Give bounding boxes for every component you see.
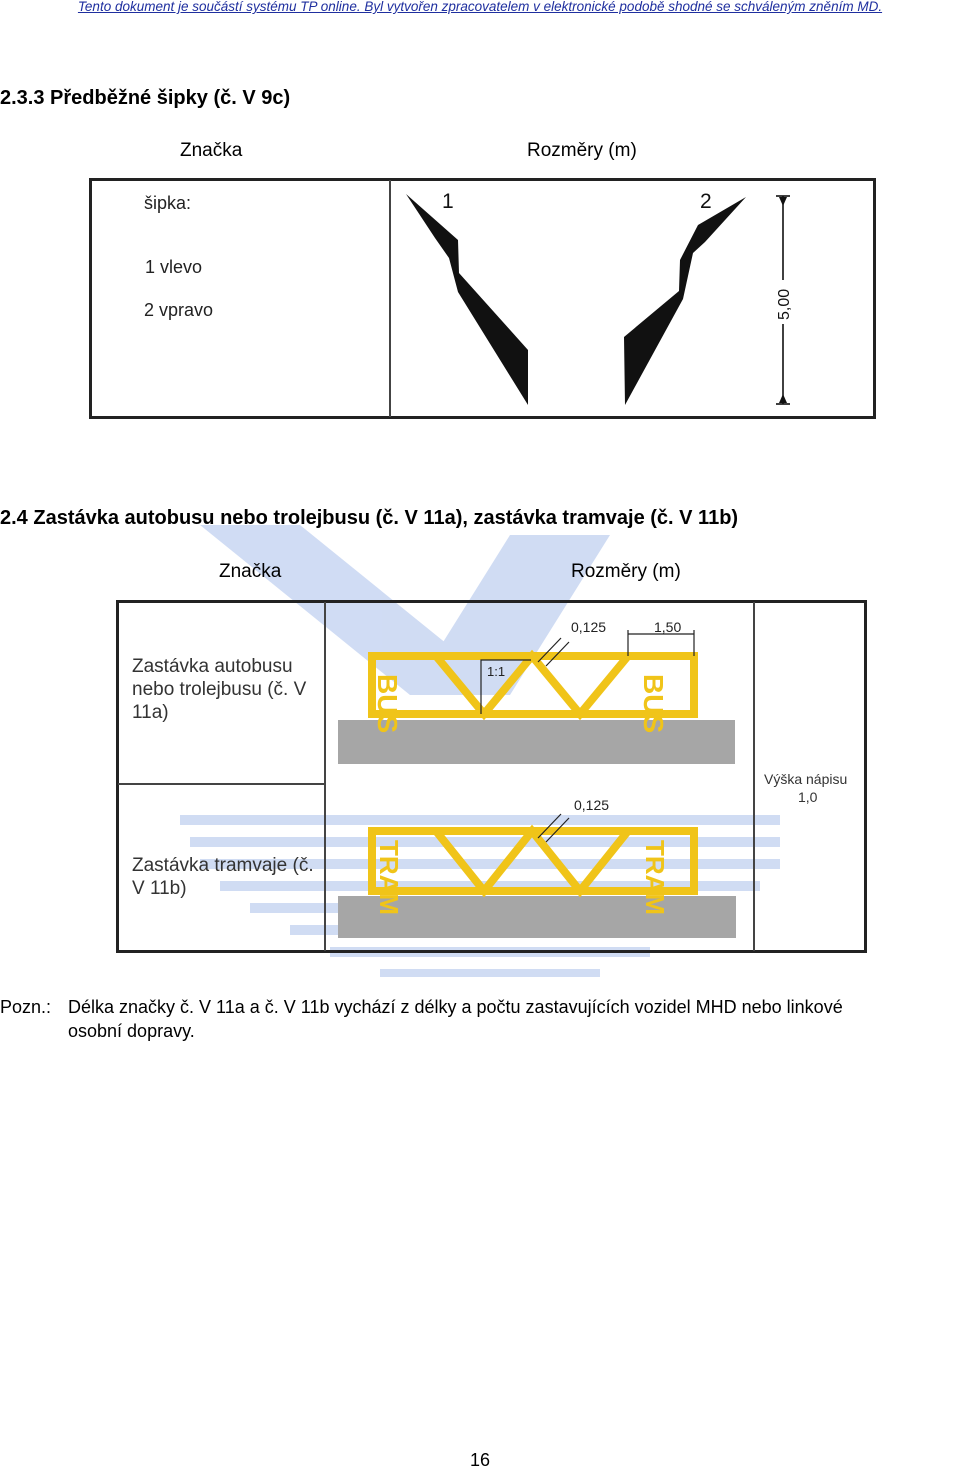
- column-header-dimensions-2: Rozměry (m): [571, 561, 681, 582]
- tram-stop-label: Zastávka tramvaje (č. V 11b): [132, 855, 314, 899]
- bus-ratio-value: 1:1: [487, 664, 506, 679]
- column-header-dimensions: Rozměry (m): [527, 140, 637, 161]
- bus-length-value: 1,50: [654, 619, 682, 635]
- arrow1-number: 1: [442, 190, 454, 213]
- dim-arrow-top: [779, 197, 787, 206]
- stops-divider-right: [753, 602, 755, 951]
- arrow2-number: 2: [700, 190, 712, 213]
- note-line-1: Délka značky č. V 11a a č. V 11b vychází z délky a počtu zastavujících vozidel MHD nebo linkové: [68, 997, 843, 1017]
- bus-stop-label: Zastávka autobusu nebo trolejbusu (č. V 11a): [132, 656, 307, 723]
- page-number: 16: [469, 1450, 491, 1470]
- text-height-value: 1,0: [798, 789, 818, 805]
- arrow-label-left: 1 vlevo: [145, 257, 203, 277]
- bus-text-right: BUS: [638, 674, 669, 734]
- bus-text-left: BUS: [372, 674, 403, 734]
- text-height-label: Výška nápisu: [764, 771, 848, 787]
- section-heading-arrows: 2.3.3 Předběžné šipky (č. V 9c): [0, 87, 291, 109]
- tram-width-value: 0,125: [574, 797, 610, 813]
- right-arrow-shape: [624, 197, 746, 405]
- arrows-drawing: [390, 180, 874, 417]
- tram-text-left: TRAM: [374, 840, 404, 916]
- arrow-label-right: 2 vpravo: [144, 300, 214, 320]
- section-heading-stops: 2.4 Zastávka autobusu nebo trolejbusu (č. V 11a), zastávka tramvaje (č. V 11b): [0, 507, 739, 529]
- stops-drawing: [326, 602, 753, 951]
- left-arrow-shape: [406, 194, 528, 405]
- stops-row-divider: [118, 783, 325, 785]
- note-prefix: Pozn.:: [0, 997, 52, 1017]
- legal-banner[interactable]: Tento dokument je součástí systému TP online. Byl vytvořen zpracovatelem v elektronické podobě shodné se schváleným zněním MD.: [77, 0, 883, 14]
- column-header-sign-2: Značka: [219, 561, 282, 582]
- bus-width-value: 0,125: [571, 619, 607, 635]
- tram-text-right: TRAM: [640, 840, 670, 916]
- column-header-sign: Značka: [180, 140, 243, 161]
- note-line-2: osobní dopravy.: [68, 1021, 195, 1041]
- dim-arrow-bottom: [779, 394, 787, 403]
- arrow-label-title: šipka:: [144, 193, 192, 213]
- height-dimension-value: 5,00: [776, 288, 793, 320]
